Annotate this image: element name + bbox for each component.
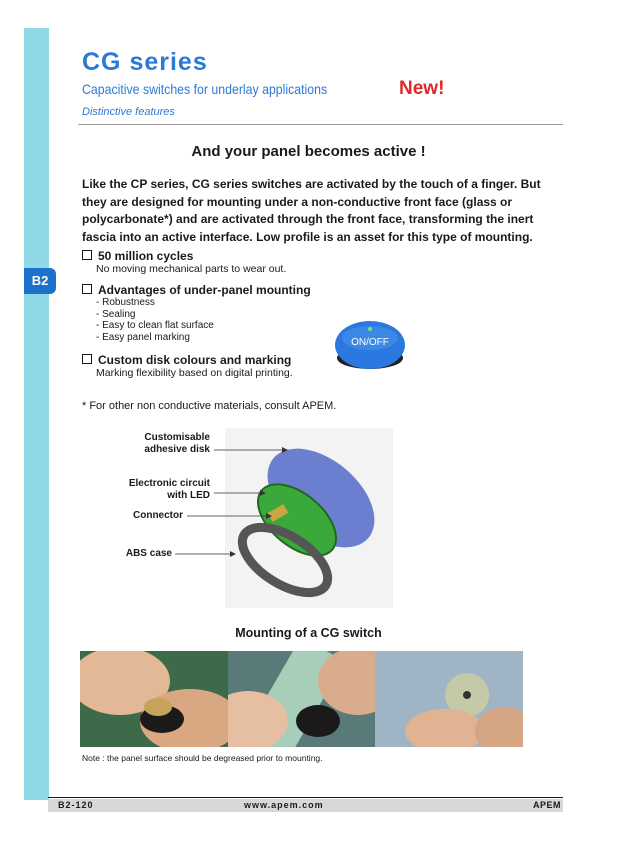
mounting-photo-2	[228, 651, 376, 747]
callout-line: Customisable	[144, 432, 210, 443]
callout-line: adhesive disk	[144, 444, 210, 455]
feature-item: - Easy panel marking	[96, 331, 190, 343]
footer-divider	[48, 797, 563, 798]
callout-line: with LED	[167, 490, 210, 501]
feature-item: - Robustness	[96, 297, 155, 308]
feature-title: Custom disk colours and marking	[82, 353, 293, 367]
header-divider	[78, 124, 563, 125]
page-subtitle: Capacitive switches for underlay applications	[82, 81, 328, 97]
footer-url: www.apem.com	[244, 800, 324, 810]
callout-line: Connector	[133, 510, 183, 521]
feature-desc: No moving mechanical parts to wear out.	[96, 263, 287, 275]
mounting-photo-3	[375, 651, 523, 747]
feature-custom-disk	[82, 353, 293, 379]
feature-item: - Easy to clean flat surface	[96, 320, 214, 331]
headline	[0, 143, 617, 160]
callout-circuit	[100, 478, 210, 502]
callout-line: Electronic circuit	[128, 478, 210, 489]
mounting-photo-1	[80, 651, 228, 747]
footnote: * For other non conductive materials, consult APEM.	[82, 400, 337, 412]
new-badge: New!	[399, 78, 445, 99]
feature-title: 50 million cycles	[82, 249, 286, 263]
feature-cycles	[82, 249, 286, 275]
callout-line: ABS case	[125, 548, 172, 559]
footer-brand: APEM	[532, 800, 561, 810]
led-indicator-icon	[368, 327, 372, 331]
switch-label: ON/OFF	[351, 337, 389, 348]
intro-paragraph: Like the CP series, CG series switches are activated by the touch of a finger. But they are designed for mounting under a non-conductive front face (glass or polycarbonate*) and are activated through the front face, transforming the inert fascia into an active interface. Low profile is an asset for this type of mounting.	[82, 177, 541, 244]
page-number: B2-120	[58, 800, 94, 810]
section-tab-b2: B2	[24, 268, 56, 294]
section-label: Distinctive features	[82, 106, 175, 118]
figure-caption: Mounting of a CG switch	[235, 626, 382, 640]
mounting-note: Note : the panel surface should be degreased prior to mounting.	[82, 753, 323, 763]
on-off-switch-image	[332, 318, 408, 374]
feature-desc: Marking flexibility based on digital printing.	[96, 367, 293, 379]
callout-connector	[100, 510, 183, 522]
feature-item: - Sealing	[96, 308, 136, 320]
headline-text: And your panel becomes active !	[191, 143, 426, 160]
exploded-view-diagram	[225, 428, 393, 608]
feature-title: Advantages of under-panel mounting	[82, 283, 311, 297]
callout-abs-case	[100, 548, 172, 560]
footer-bar	[48, 799, 563, 812]
page-title: CG series	[82, 48, 208, 76]
callout-adhesive-disk	[120, 432, 210, 456]
feature-under-panel	[82, 283, 311, 343]
